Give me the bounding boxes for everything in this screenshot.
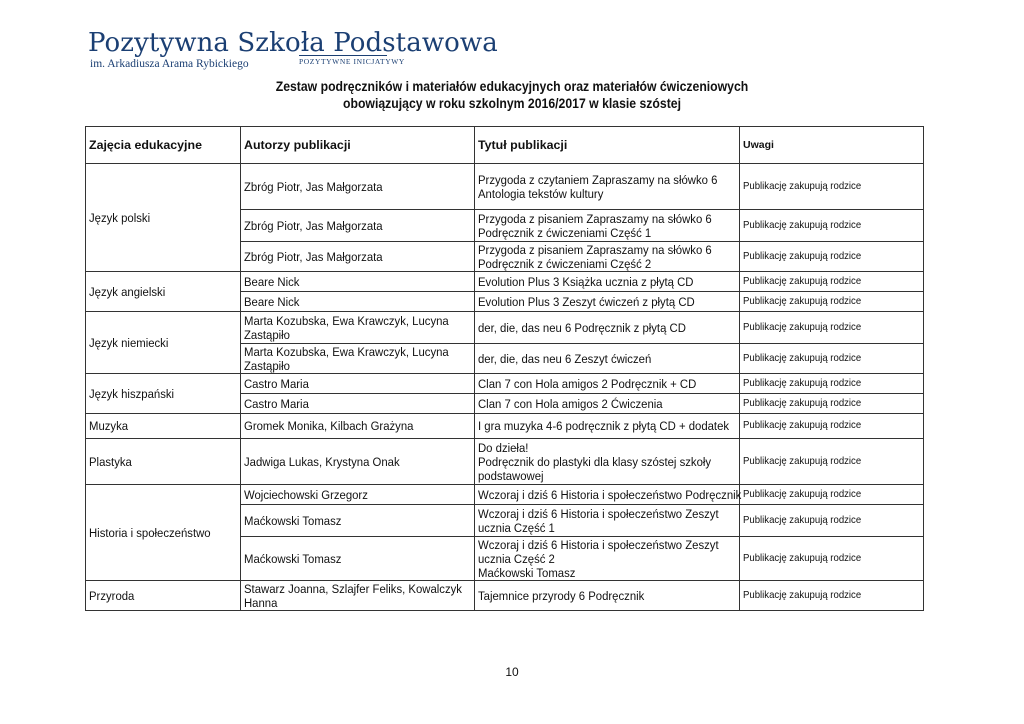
cell-notes: Publikację zakupują rodzice xyxy=(740,272,924,292)
document-title-line1: Zestaw podręczników i materiałów edukacyjnych oraz materiałów ćwiczeniowych xyxy=(275,79,749,94)
header-notes: Uwagi xyxy=(740,127,924,164)
cell-notes: Publikację zakupują rodzice xyxy=(740,581,924,611)
cell-notes: Publikację zakupują rodzice xyxy=(740,344,924,374)
cell-title xyxy=(475,414,740,439)
logo-tagline: POZYTYWNE INICJATYWY xyxy=(299,57,405,66)
cell-title xyxy=(475,537,740,581)
textbook-table xyxy=(85,126,924,611)
document-title-line2: obowiązujący w roku szkolnym 2016/2017 w klasie szóstej xyxy=(343,96,681,111)
cell-notes: Publikację zakupują rodzice xyxy=(740,374,924,394)
title-line: der, die, das neu 6 Podręcznik z płytą CD xyxy=(478,320,686,335)
title-line: Clan 7 con Hola amigos 2 Podręcznik + CD xyxy=(478,376,697,391)
cell-authors: Castro Maria xyxy=(241,374,475,394)
cell-authors: Maćkowski Tomasz xyxy=(241,537,475,581)
cell-authors: Gromek Monika, Kilbach Grażyna xyxy=(241,414,475,439)
table-body xyxy=(86,164,924,611)
title-line: Wczoraj i dziś 6 Historia i społeczeństwo Zeszyt xyxy=(478,506,719,521)
cell-title xyxy=(475,312,740,344)
cell-notes: Publikację zakupują rodzice xyxy=(740,439,924,485)
title-line: Evolution Plus 3 Zeszyt ćwiczeń z płytą CD xyxy=(478,294,695,309)
cell-subject: Język polski xyxy=(86,164,241,272)
cell-title xyxy=(475,164,740,210)
cell-authors: Zbróg Piotr, Jas Małgorzata xyxy=(241,242,475,272)
cell-title xyxy=(475,374,740,394)
cell-authors: Wojciechowski Grzegorz xyxy=(241,485,475,505)
cell-authors: Beare Nick xyxy=(241,292,475,312)
cell-title xyxy=(475,505,740,537)
cell-title xyxy=(475,394,740,414)
cell-title xyxy=(475,242,740,272)
cell-subject: Język angielski xyxy=(86,272,241,312)
title-line: I gra muzyka 4-6 podręcznik z płytą CD + dodatek xyxy=(478,419,730,433)
school-logo xyxy=(88,28,498,74)
table-row xyxy=(86,164,924,210)
title-line: Przygoda z czytaniem Zapraszamy na słówko 6 xyxy=(478,172,718,187)
title-line: podstawowej xyxy=(478,468,544,483)
school-patron: im. Arkadiusza Arama Rybickiego xyxy=(90,58,249,70)
title-line: Maćkowski Tomasz xyxy=(478,565,576,580)
title-line: der, die, das neu 6 Zeszyt ćwiczeń xyxy=(478,351,652,366)
cell-notes: Publikację zakupują rodzice xyxy=(740,312,924,344)
cell-notes: Publikację zakupują rodzice xyxy=(740,505,924,537)
title-line: Przygoda z pisaniem Zapraszamy na słówko 6 xyxy=(478,211,712,226)
header-subject: Zajęcia edukacyjne xyxy=(86,127,241,164)
title-line: Do dzieła! xyxy=(478,440,529,455)
table-row xyxy=(86,414,924,439)
cell-notes: Publikację zakupują rodzice xyxy=(740,292,924,312)
cell-authors: Jadwiga Lukas, Krystyna Onak xyxy=(241,439,475,485)
title-line: Evolution Plus 3 Książka ucznia z płytą CD xyxy=(478,274,694,289)
cell-title xyxy=(475,581,740,611)
title-line: ucznia Część 1 xyxy=(478,520,555,535)
table-row xyxy=(86,374,924,394)
cell-notes: Publikację zakupują rodzice xyxy=(740,210,924,242)
cell-authors: Zbróg Piotr, Jas Małgorzata xyxy=(241,210,475,242)
cell-title xyxy=(475,439,740,485)
cell-subject: Przyroda xyxy=(86,581,241,611)
table-row xyxy=(86,581,924,611)
cell-subject: Język niemiecki xyxy=(86,312,241,374)
table-row xyxy=(86,312,924,344)
table-row xyxy=(86,439,924,485)
cell-subject: Język hiszpański xyxy=(86,374,241,414)
cell-authors: Stawarz Joanna, Szlajfer Feliks, Kowalczyk Hanna xyxy=(241,581,475,611)
cell-authors: Beare Nick xyxy=(241,272,475,292)
title-line: Wczoraj i dziś 6 Historia i społeczeństwo Zeszyt xyxy=(478,537,719,552)
cell-title xyxy=(475,344,740,374)
table-row xyxy=(86,272,924,292)
cell-authors: Zbróg Piotr, Jas Małgorzata xyxy=(241,164,475,210)
title-line: Clan 7 con Hola amigos 2 Ćwiczenia xyxy=(478,396,663,411)
cell-authors: Marta Kozubska, Ewa Krawczyk, Lucyna Zastąpiło xyxy=(241,312,475,344)
cell-notes: Publikację zakupują rodzice xyxy=(740,485,924,505)
cell-title xyxy=(475,485,740,505)
title-line: Podręcznik do plastyki dla klasy szóstej szkoły xyxy=(478,454,712,469)
document-title xyxy=(51,78,973,112)
cell-notes: Publikację zakupują rodzice xyxy=(740,394,924,414)
title-line: Podręcznik z ćwiczeniami Część 2 xyxy=(478,256,652,271)
title-line: Antologia tekstów kultury xyxy=(478,186,604,201)
title-line: Wczoraj i dziś 6 Historia i społeczeństwo Podręcznik xyxy=(478,487,742,502)
cell-authors: Maćkowski Tomasz xyxy=(241,505,475,537)
table-row xyxy=(86,485,924,505)
title-line: Podręcznik z ćwiczeniami Część 1 xyxy=(478,225,652,240)
cell-notes: Publikację zakupują rodzice xyxy=(740,242,924,272)
cell-title xyxy=(475,272,740,292)
cell-title xyxy=(475,210,740,242)
title-line: ucznia Część 2 xyxy=(478,551,555,566)
header-title: Tytuł publikacji xyxy=(475,127,740,164)
title-line: Tajemnice przyrody 6 Podręcznik xyxy=(478,588,645,603)
header-authors: Autorzy publikacji xyxy=(241,127,475,164)
cell-subject: Historia i społeczeństwo xyxy=(86,485,241,581)
school-name: Pozytywna Szkoła Podstawowa xyxy=(88,28,498,58)
cell-subject: Plastyka xyxy=(86,439,241,485)
cell-notes: Publikację zakupują rodzice xyxy=(740,164,924,210)
cell-subject: Muzyka xyxy=(86,414,241,439)
title-line: Przygoda z pisaniem Zapraszamy na słówko 6 xyxy=(478,242,712,257)
cell-notes: Publikację zakupują rodzice xyxy=(740,414,924,439)
page-number: 10 xyxy=(505,665,519,679)
cell-notes: Publikację zakupują rodzice xyxy=(740,537,924,581)
cell-authors: Castro Maria xyxy=(241,394,475,414)
cell-authors: Marta Kozubska, Ewa Krawczyk, Lucyna Zastąpiło xyxy=(241,344,475,374)
table-header-row xyxy=(86,127,924,164)
cell-title xyxy=(475,292,740,312)
